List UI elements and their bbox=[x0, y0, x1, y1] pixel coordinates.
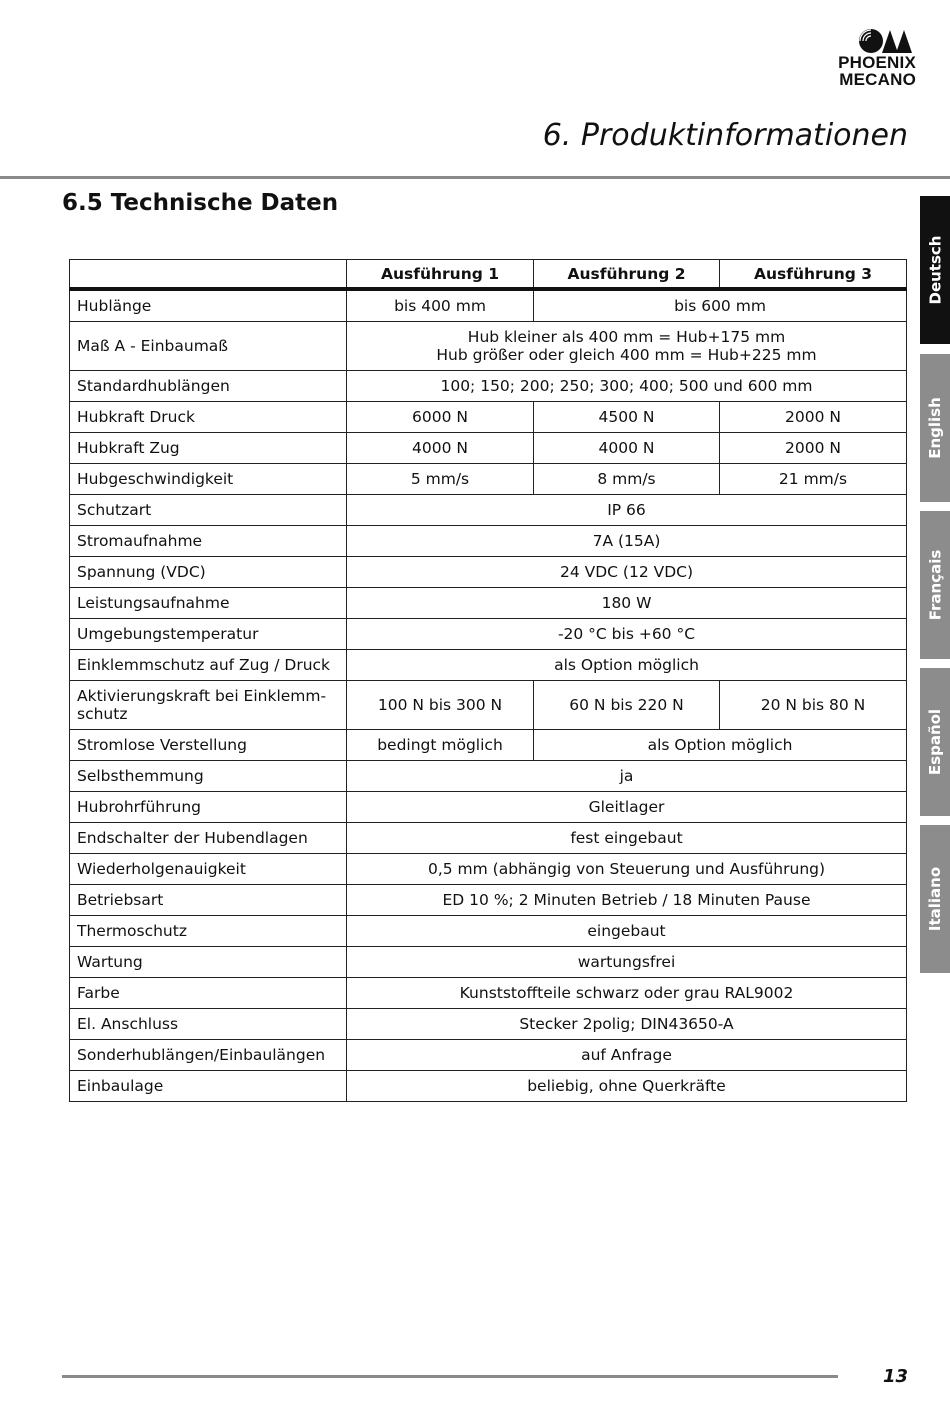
row-label: Endschalter der Hubendlagen bbox=[70, 823, 347, 854]
row-label: Hublänge bbox=[70, 289, 347, 322]
section-title: 6.5 Technische Daten bbox=[62, 190, 339, 216]
row-value: 8 mm/s bbox=[534, 464, 720, 495]
header-empty bbox=[70, 260, 347, 290]
table-row bbox=[70, 588, 907, 619]
phoenix-mecano-logo bbox=[820, 28, 920, 88]
tab-francais[interactable] bbox=[920, 511, 950, 659]
tab-label: Français bbox=[926, 549, 945, 621]
row-value: bis 400 mm bbox=[347, 289, 534, 322]
row-label: Einklemmschutz auf Zug / Druck bbox=[70, 650, 347, 681]
row-label: Sonderhublängen/Einbaulängen bbox=[70, 1040, 347, 1071]
row-value bbox=[347, 322, 907, 371]
row-value: 24 VDC (12 VDC) bbox=[347, 557, 907, 588]
table-row bbox=[70, 947, 907, 978]
row-value: Stecker 2polig; DIN43650-A bbox=[347, 1009, 907, 1040]
table-row bbox=[70, 526, 907, 557]
table-row bbox=[70, 681, 907, 730]
table-row bbox=[70, 371, 907, 402]
tab-italiano[interactable] bbox=[920, 825, 950, 973]
row-label: Wartung bbox=[70, 947, 347, 978]
row-label: Schutzart bbox=[70, 495, 347, 526]
logo-line-1: PHOENIX bbox=[838, 53, 916, 72]
table-row bbox=[70, 289, 907, 322]
chapter-title: 6. Produktinformationen bbox=[542, 118, 908, 153]
row-label: Hubkraft Druck bbox=[70, 402, 347, 433]
row-value-line: Hub größer oder gleich 400 mm = Hub+225 mm bbox=[436, 346, 817, 364]
header-divider bbox=[0, 176, 950, 179]
row-value: 100 N bis 300 N bbox=[347, 681, 534, 730]
technical-data-table bbox=[69, 259, 907, 1102]
table-row bbox=[70, 402, 907, 433]
row-value: wartungsfrei bbox=[347, 947, 907, 978]
logo-mark-icon bbox=[858, 28, 916, 54]
row-value: bis 600 mm bbox=[534, 289, 907, 322]
table-row bbox=[70, 619, 907, 650]
row-label: Spannung (VDC) bbox=[70, 557, 347, 588]
row-label: Umgebungstemperatur bbox=[70, 619, 347, 650]
row-label: Stromaufnahme bbox=[70, 526, 347, 557]
row-value: als Option möglich bbox=[534, 730, 907, 761]
row-value: beliebig, ohne Querkräfte bbox=[347, 1071, 907, 1102]
row-value-line: Hub kleiner als 400 mm = Hub+175 mm bbox=[467, 328, 786, 346]
row-label: Hubkraft Zug bbox=[70, 433, 347, 464]
row-value: bedingt möglich bbox=[347, 730, 534, 761]
tab-deutsch[interactable] bbox=[920, 196, 950, 344]
table-row bbox=[70, 854, 907, 885]
page-number: 13 bbox=[882, 1366, 908, 1387]
row-value: 2000 N bbox=[720, 402, 907, 433]
table-row bbox=[70, 730, 907, 761]
row-value: 100; 150; 200; 250; 300; 400; 500 und 600 mm bbox=[347, 371, 907, 402]
row-label: Wiederholgenauigkeit bbox=[70, 854, 347, 885]
row-value: ja bbox=[347, 761, 907, 792]
row-value: auf Anfrage bbox=[347, 1040, 907, 1071]
row-label: Einbaulage bbox=[70, 1071, 347, 1102]
table-row bbox=[70, 916, 907, 947]
table-row bbox=[70, 792, 907, 823]
row-label: Aktivierungskraft bei Einklemm-schutz bbox=[70, 681, 347, 730]
header-ausfuehrung-2: Ausführung 2 bbox=[534, 260, 720, 290]
row-value: 7A (15A) bbox=[347, 526, 907, 557]
tab-english[interactable] bbox=[920, 354, 950, 502]
row-value: eingebaut bbox=[347, 916, 907, 947]
tab-label: Español bbox=[926, 708, 945, 776]
row-value: 5 mm/s bbox=[347, 464, 534, 495]
row-value: fest eingebaut bbox=[347, 823, 907, 854]
row-value: ED 10 %; 2 Minuten Betrieb / 18 Minuten Pause bbox=[347, 885, 907, 916]
row-label: Selbsthemmung bbox=[70, 761, 347, 792]
logo-line-2: MECANO bbox=[839, 70, 916, 89]
table-row bbox=[70, 823, 907, 854]
row-label: Betriebsart bbox=[70, 885, 347, 916]
tab-label: Italiano bbox=[926, 866, 945, 932]
row-label: Standardhublängen bbox=[70, 371, 347, 402]
table-row bbox=[70, 1071, 907, 1102]
row-label: Stromlose Verstellung bbox=[70, 730, 347, 761]
row-value: 21 mm/s bbox=[720, 464, 907, 495]
row-value: 2000 N bbox=[720, 433, 907, 464]
table-row bbox=[70, 464, 907, 495]
row-value: 6000 N bbox=[347, 402, 534, 433]
tab-espanol[interactable] bbox=[920, 668, 950, 816]
table-row bbox=[70, 650, 907, 681]
table-row bbox=[70, 885, 907, 916]
table-row bbox=[70, 761, 907, 792]
row-value: 4000 N bbox=[347, 433, 534, 464]
row-value: Gleitlager bbox=[347, 792, 907, 823]
row-value: als Option möglich bbox=[347, 650, 907, 681]
row-label: Hubrohrführung bbox=[70, 792, 347, 823]
table-row bbox=[70, 433, 907, 464]
row-label: Thermoschutz bbox=[70, 916, 347, 947]
row-value: 4000 N bbox=[534, 433, 720, 464]
table-row bbox=[70, 495, 907, 526]
row-value: 4500 N bbox=[534, 402, 720, 433]
table-row bbox=[70, 1009, 907, 1040]
row-value: IP 66 bbox=[347, 495, 907, 526]
table-header-row bbox=[70, 260, 907, 290]
tab-label: English bbox=[926, 397, 944, 459]
row-label: Leistungsaufnahme bbox=[70, 588, 347, 619]
header-ausfuehrung-3: Ausführung 3 bbox=[720, 260, 907, 290]
row-value: Kunststoffteile schwarz oder grau RAL9002 bbox=[347, 978, 907, 1009]
row-label: Farbe bbox=[70, 978, 347, 1009]
footer-divider bbox=[62, 1375, 838, 1378]
row-value: 0,5 mm (abhängig von Steuerung und Ausführung) bbox=[347, 854, 907, 885]
row-value: -20 °C bis +60 °C bbox=[347, 619, 907, 650]
table-row bbox=[70, 322, 907, 371]
row-value: 60 N bis 220 N bbox=[534, 681, 720, 730]
row-label: El. Anschluss bbox=[70, 1009, 347, 1040]
tab-label: Deutsch bbox=[926, 235, 945, 305]
row-label: Maß A - Einbaumaß bbox=[70, 322, 347, 371]
row-value: 180 W bbox=[347, 588, 907, 619]
table-row bbox=[70, 557, 907, 588]
table-row bbox=[70, 978, 907, 1009]
row-label: Hubgeschwindigkeit bbox=[70, 464, 347, 495]
table-row bbox=[70, 1040, 907, 1071]
row-value: 20 N bis 80 N bbox=[720, 681, 907, 730]
header-ausfuehrung-1: Ausführung 1 bbox=[347, 260, 534, 290]
